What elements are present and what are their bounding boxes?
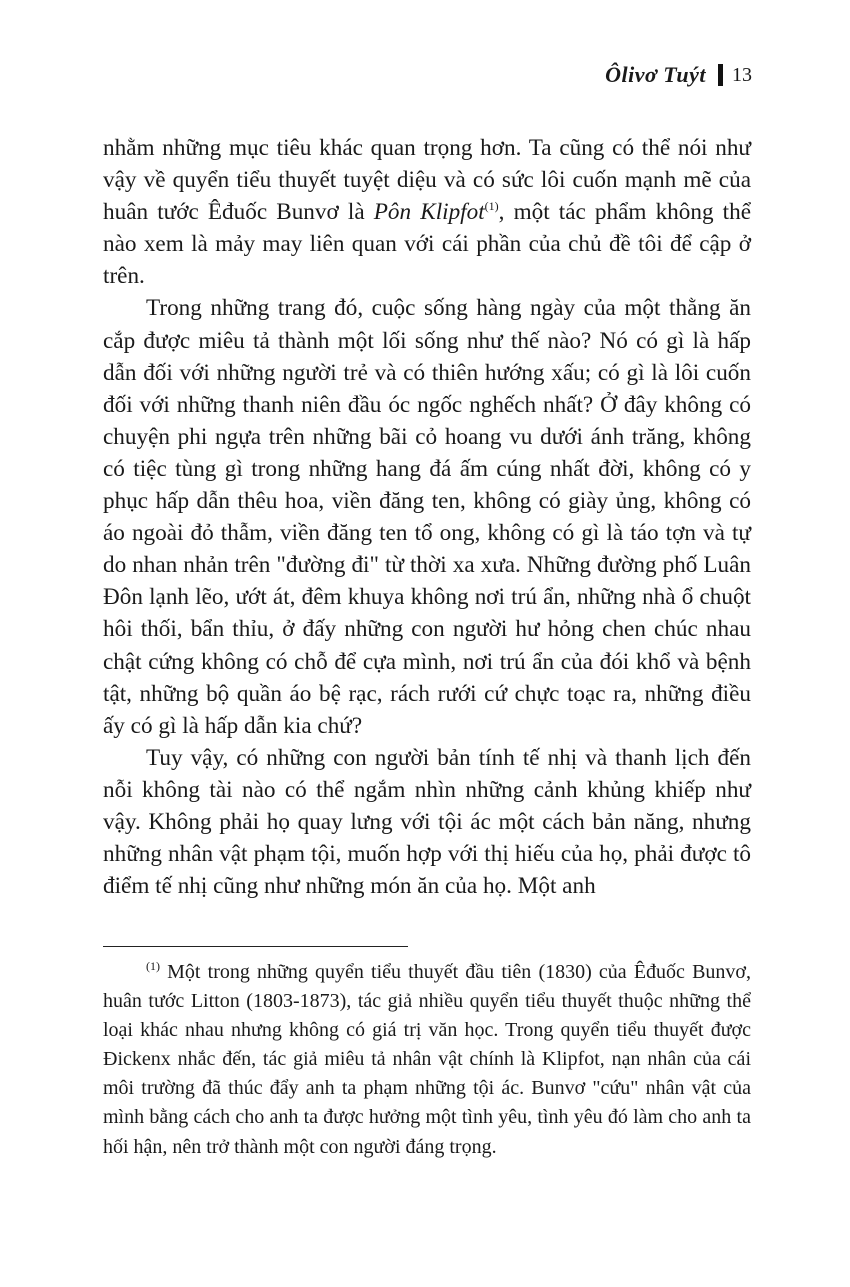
paragraph-1-start: nhằm những mục tiêu khác quan trọng hơn. Ta cũng có thể nói như vậy về quyển tiểu thuyết tuyệt diệu và có sức lôi cuốn mạnh mẽ của huân tước Êđuốc Bunvơ là — [103, 135, 751, 226]
running-header — [605, 62, 752, 88]
footnote-text: Một trong những quyển tiểu thuyết đầu tiên (1830) của Êđuốc Bunvơ, huân tước Litton (1803-1873), tác giả nhiều quyển tiểu thuyết thuộc những thể loại khác nhau nhưng không có giá trị văn học. Trong quyển tiểu thuyết được Đickenx nhắc đến, tác giả miêu tả nhân vật chính là Klipfot, nạn nhân của cái môi trường đã thúc đẩy anh ta phạm những tội ác. Bunvơ "cứu" nhân vật của mình bằng cách cho anh ta được hưởng một tình yêu, tình yêu đó làm cho anh ta hối hận, nên trở thành một con người đáng trọng. — [103, 961, 751, 1158]
running-title: Ôlivơ Tuýt — [605, 62, 706, 87]
book-title-italic: Pôn Klipfot — [373, 199, 485, 226]
footnote-reference: (1) — [484, 199, 499, 214]
paragraph-1 — [103, 132, 751, 292]
page-number: 13 — [732, 63, 752, 86]
paragraph-2: Trong những trang đó, cuộc sống hàng ngày của một thằng ăn cắp được miêu tả thành một lối sống như thế nào? Nó có gì là hấp dẫn đối với những người trẻ và có thiên hướng xấu; có gì là lôi cuốn đối với những thanh niên đầu óc ngốc nghếch nhất? Ở đây không có chuyện phi ngựa trên những bãi cỏ hoang vu dưới ánh trăng, không có tiệc tùng gì trong những hang đá ấm cúng nhất đời, không có y phục hấp dẫn thêu hoa, viền đăng ten, không có giày ủng, không có áo ngoài đỏ thẫm, viền đăng ten tổ ong, không có gì là táo tợn và tự do nhan nhản trên "đường đi" từ thời xa xưa. Những đường phố Luân Đôn lạnh lẽo, ướt át, đêm khuya không nơi trú ẩn, những nhà ổ chuột hôi thối, bẩn thỉu, ở đấy những con người hư hỏng chen chúc nhau chật cứng không có chỗ để cựa mình, nơi trú ẩn của đói khổ và bệnh tật, những bộ quần áo bệ rạc, rách rưới cứ chực toạc ra, những điều ấy có gì là hấp dẫn kia chứ? — [103, 295, 751, 739]
footnote-divider — [103, 946, 408, 947]
footnote-marker: (1) — [146, 959, 160, 973]
paragraph-1-end: , một tác phẩm không thể nào xem là mảy may liên quan với cái phần của chủ đề tôi để cập ở trên. — [103, 199, 751, 290]
footnote — [103, 958, 751, 1162]
body-text — [103, 132, 751, 902]
header-separator-bar — [718, 64, 723, 86]
paragraph-3: Tuy vậy, có những con người bản tính tế nhị và thanh lịch đến nỗi không tài nào có thể ngắm nhìn những cảnh khủng khiếp như vậy. Không phải họ quay lưng với tội ác một cách bản năng, nhưng những nhân vật phạm tội, muốn hợp với thị hiếu của họ, phải được tô điểm tế nhị cũng như những món ăn của họ. Một anh — [103, 744, 751, 900]
